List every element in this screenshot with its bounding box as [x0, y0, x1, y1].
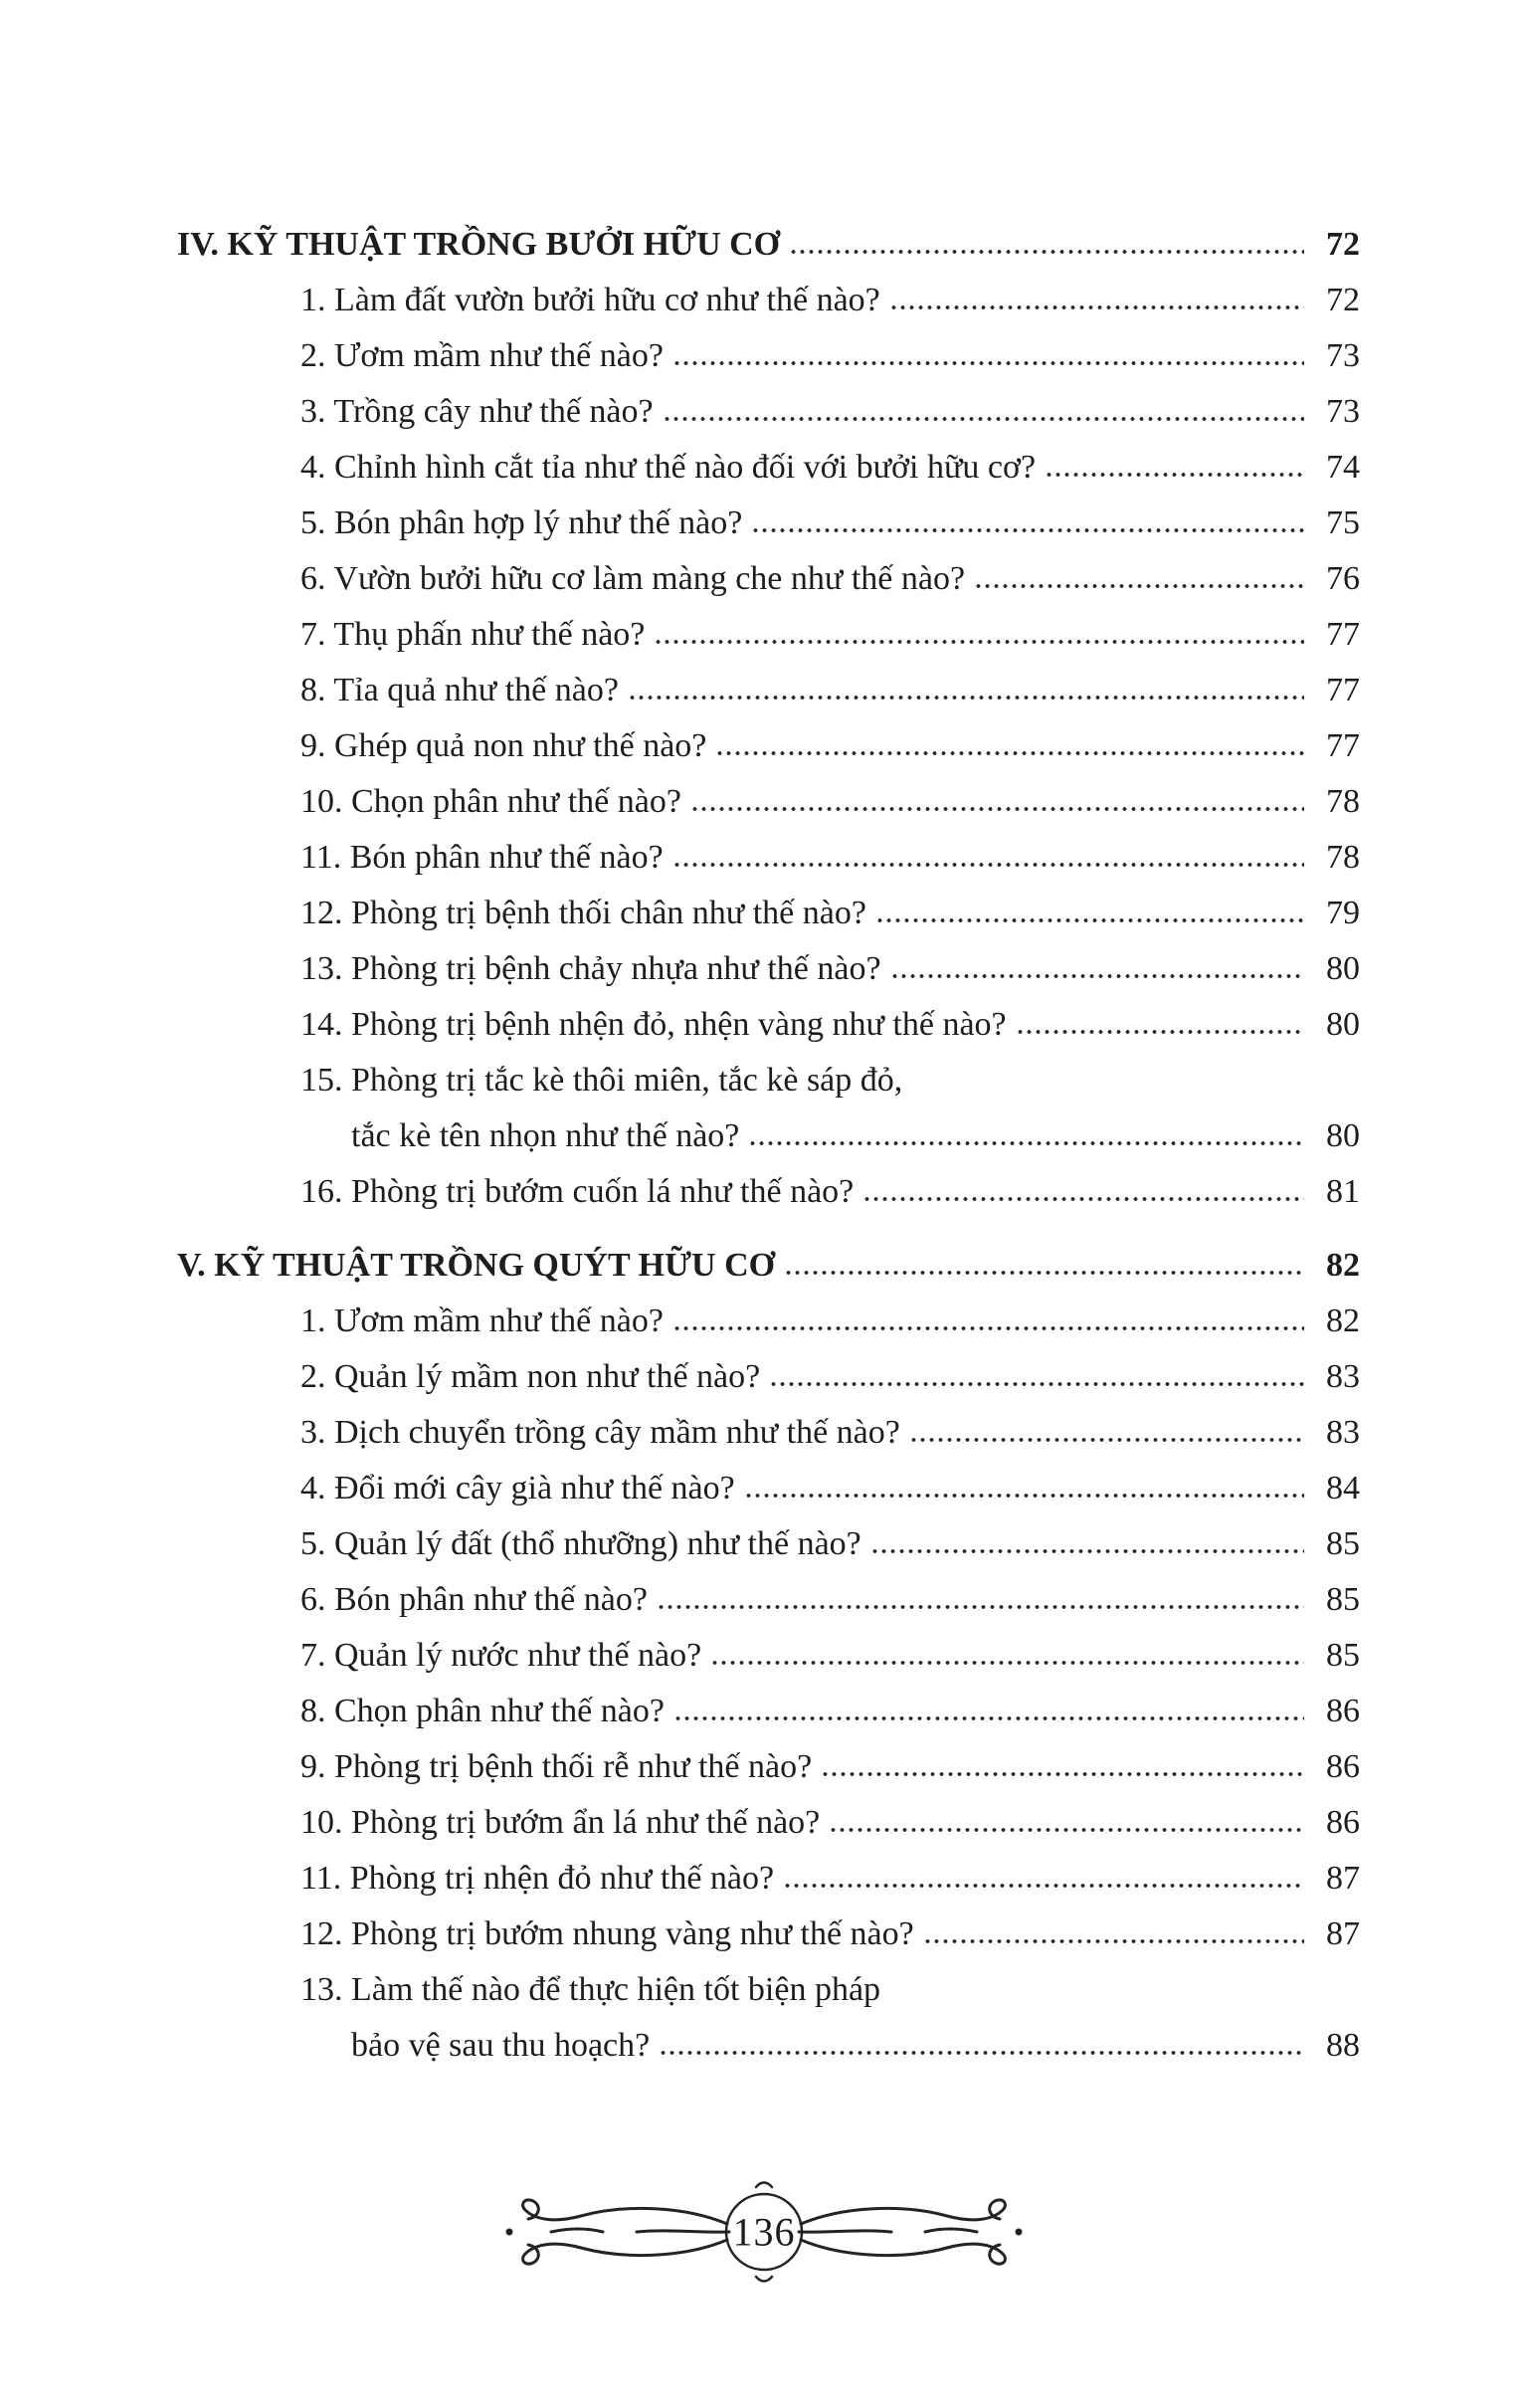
toc-section-heading	[177, 217, 1360, 273]
dot-leader	[1016, 1029, 1304, 1035]
dot-leader	[657, 1604, 1304, 1610]
toc-entry	[177, 1684, 1360, 1739]
toc-entry	[177, 1572, 1360, 1628]
toc-entry	[177, 718, 1360, 774]
toc-entry	[177, 997, 1360, 1053]
dot-leader	[870, 1548, 1304, 1554]
toc-entry-text: 12. Phòng trị bướm nhung vàng như thế nào?	[300, 1915, 914, 1952]
toc-page-ref: 88	[1326, 2027, 1360, 2064]
toc-page-ref: 76	[1326, 560, 1360, 597]
toc-page-ref: 85	[1326, 1637, 1360, 1674]
dot-leader	[829, 1827, 1304, 1833]
dot-leader	[654, 639, 1304, 645]
toc-page-ref: 82	[1326, 1303, 1360, 1339]
dot-leader	[789, 249, 1304, 255]
toc-entry-text: tắc kè tên nhọn như thế nào?	[351, 1117, 740, 1154]
toc-page-ref: 83	[1326, 1414, 1360, 1451]
toc-page-ref: 73	[1326, 337, 1360, 374]
toc-entry	[177, 273, 1360, 328]
toc-entry-text: 7. Quản lý nước như thế nào?	[300, 1637, 702, 1674]
toc-entry	[177, 1294, 1360, 1349]
toc-entry-text: 8. Chọn phân như thế nào?	[300, 1693, 665, 1729]
toc-entry-text: 1. Ươm mầm như thế nào?	[300, 1303, 664, 1339]
toc-page-ref: 87	[1326, 1860, 1360, 1897]
dot-leader	[889, 304, 1304, 310]
toc-page-ref: 77	[1326, 727, 1360, 764]
toc-entry-line1	[177, 1962, 1360, 2018]
dot-leader	[821, 1771, 1304, 1777]
toc-page-ref: 82	[1326, 1247, 1360, 1284]
toc-entry-text: 3. Trồng cây như thế nào?	[300, 393, 654, 430]
toc-entry-text: 14. Phòng trị bệnh nhện đỏ, nhện vàng như thế nào?	[300, 1006, 1007, 1043]
dot-leader	[690, 806, 1304, 812]
toc-entry-text: 15. Phòng trị tắc kè thôi miên, tắc kè sáp đỏ,	[300, 1062, 903, 1099]
toc-entry	[177, 440, 1360, 496]
toc-entry-text: 3. Dịch chuyển trồng cây mầm như thế nào?	[300, 1414, 900, 1451]
dot-leader	[862, 1196, 1304, 1202]
toc-section	[177, 217, 1360, 1220]
toc-page-ref: 80	[1326, 1006, 1360, 1043]
toc-entry	[177, 1349, 1360, 1405]
dot-leader	[890, 973, 1304, 979]
dot-leader	[744, 1493, 1304, 1499]
toc-page-ref: 87	[1326, 1915, 1360, 1952]
toc-entry	[177, 1461, 1360, 1516]
dot-leader	[974, 583, 1304, 589]
toc-entry-text: 4. Chỉnh hình cắt tỉa như thế nào đối với bưởi hữu cơ?	[300, 449, 1037, 486]
toc-page-ref: 84	[1326, 1470, 1360, 1506]
page-footer	[485, 2177, 1043, 2287]
toc-entry-text: V. KỸ THUẬT TRỒNG QUÝT HỮU CƠ	[177, 1247, 776, 1284]
dot-leader	[628, 695, 1304, 701]
toc-page-ref: 85	[1326, 1581, 1360, 1618]
toc-entry-text: 6. Bón phân như thế nào?	[300, 1581, 648, 1618]
toc-page-ref: 86	[1326, 1748, 1360, 1785]
toc-entry	[177, 551, 1360, 607]
toc-page-ref: 72	[1326, 226, 1360, 263]
dot-leader	[663, 416, 1304, 422]
toc-page-ref: 81	[1326, 1173, 1360, 1210]
toc-entry-line1	[177, 1053, 1360, 1108]
toc-page-ref: 75	[1326, 504, 1360, 541]
toc-page-ref: 83	[1326, 1358, 1360, 1395]
toc-entry-line2	[177, 2018, 1360, 2074]
toc-entry-text: 6. Vườn bưởi hữu cơ làm màng che như thế nào?	[300, 560, 966, 597]
dot-leader	[672, 1325, 1304, 1331]
toc-section	[177, 1238, 1360, 2074]
toc-page-ref: 79	[1326, 895, 1360, 931]
toc-entry-text: 10. Chọn phân như thế nào?	[300, 783, 681, 820]
toc-entry-text: 5. Quản lý đất (thổ nhưỡng) như thế nào?	[300, 1525, 861, 1562]
dot-leader	[769, 1381, 1304, 1387]
toc-entry-text: 7. Thụ phấn như thế nào?	[300, 616, 646, 653]
toc-page-ref: 73	[1326, 393, 1360, 430]
dot-leader	[672, 862, 1304, 868]
dot-leader	[923, 1938, 1304, 1944]
toc-entry-text: 12. Phòng trị bệnh thối chân như thế nào?	[300, 895, 866, 931]
toc-entry-line2	[177, 1108, 1360, 1164]
toc-page-ref: 86	[1326, 1693, 1360, 1729]
toc-entry-text: 10. Phòng trị bướm ẩn lá như thế nào?	[300, 1804, 821, 1841]
toc-page-ref: 86	[1326, 1804, 1360, 1841]
toc-entry-text: 13. Phòng trị bệnh chảy nhựa như thế nào?	[300, 950, 881, 987]
toc-page-ref: 77	[1326, 616, 1360, 653]
toc-page-ref: 78	[1326, 783, 1360, 820]
dot-leader	[875, 917, 1304, 923]
dot-leader	[710, 1660, 1304, 1666]
toc-entry	[177, 384, 1360, 440]
toc-entry-text: 11. Bón phân như thế nào?	[300, 839, 664, 876]
dot-leader	[783, 1883, 1304, 1889]
toc-entry-text: 16. Phòng trị bướm cuốn lá như thế nào?	[300, 1173, 855, 1210]
toc-entry	[177, 1628, 1360, 1684]
toc-entry	[177, 328, 1360, 384]
toc-entry-text: 13. Làm thế nào để thực hiện tốt biện pháp	[300, 1971, 881, 2008]
dot-leader	[909, 1437, 1304, 1443]
toc-page-ref: 72	[1326, 282, 1360, 318]
toc-entry-text: IV. KỸ THUẬT TRỒNG BƯỞI HỮU CƠ	[177, 226, 781, 263]
dot-leader	[748, 1140, 1304, 1146]
toc-page-ref: 85	[1326, 1525, 1360, 1562]
toc-page-ref: 80	[1326, 950, 1360, 987]
toc-entry-text: 2. Quản lý mầm non như thế nào?	[300, 1358, 761, 1395]
toc-entry-text: 5. Bón phân hợp lý như thế nào?	[300, 504, 743, 541]
dot-leader	[659, 2050, 1304, 2056]
toc-entry	[177, 1795, 1360, 1851]
toc-entry	[177, 496, 1360, 551]
toc-entry-text: 4. Đổi mới cây già như thế nào?	[300, 1470, 735, 1506]
toc-entry	[177, 1851, 1360, 1906]
toc-entry-text: 8. Tỉa quả như thế nào?	[300, 672, 619, 708]
toc-entry	[177, 1739, 1360, 1795]
toc-entry-text: 1. Làm đất vườn bưởi hữu cơ như thế nào?	[300, 282, 880, 318]
dot-leader	[715, 750, 1304, 756]
toc-entry-text: 2. Ươm mầm như thế nào?	[300, 337, 664, 374]
toc-entry	[177, 830, 1360, 886]
toc-entry	[177, 886, 1360, 941]
toc-entry	[177, 941, 1360, 997]
toc-entry	[177, 1516, 1360, 1572]
table-of-contents	[177, 217, 1360, 2074]
toc-entry-text: bảo vệ sau thu hoạch?	[351, 2027, 651, 2064]
toc-entry-text: 11. Phòng trị nhện đỏ như thế nào?	[300, 1860, 775, 1897]
toc-entry-text: 9. Ghép quả non như thế nào?	[300, 727, 707, 764]
toc-entry-text: 9. Phòng trị bệnh thối rễ như thế nào?	[300, 1748, 813, 1785]
toc-entry	[177, 1906, 1360, 1962]
toc-page-ref: 74	[1326, 449, 1360, 486]
toc-entry	[177, 663, 1360, 718]
dot-leader	[673, 1715, 1304, 1721]
dot-leader	[751, 527, 1304, 533]
dot-leader	[1045, 472, 1304, 478]
toc-entry	[177, 1164, 1360, 1220]
toc-page-ref: 78	[1326, 839, 1360, 876]
toc-page-ref: 80	[1326, 1117, 1360, 1154]
toc-page-ref: 77	[1326, 672, 1360, 708]
page-number: 136	[732, 2209, 796, 2255]
dot-leader	[784, 1270, 1304, 1276]
toc-section-heading	[177, 1238, 1360, 1294]
toc-entry	[177, 1405, 1360, 1461]
toc-entry	[177, 774, 1360, 830]
dot-leader	[672, 360, 1304, 366]
toc-entry	[177, 607, 1360, 663]
